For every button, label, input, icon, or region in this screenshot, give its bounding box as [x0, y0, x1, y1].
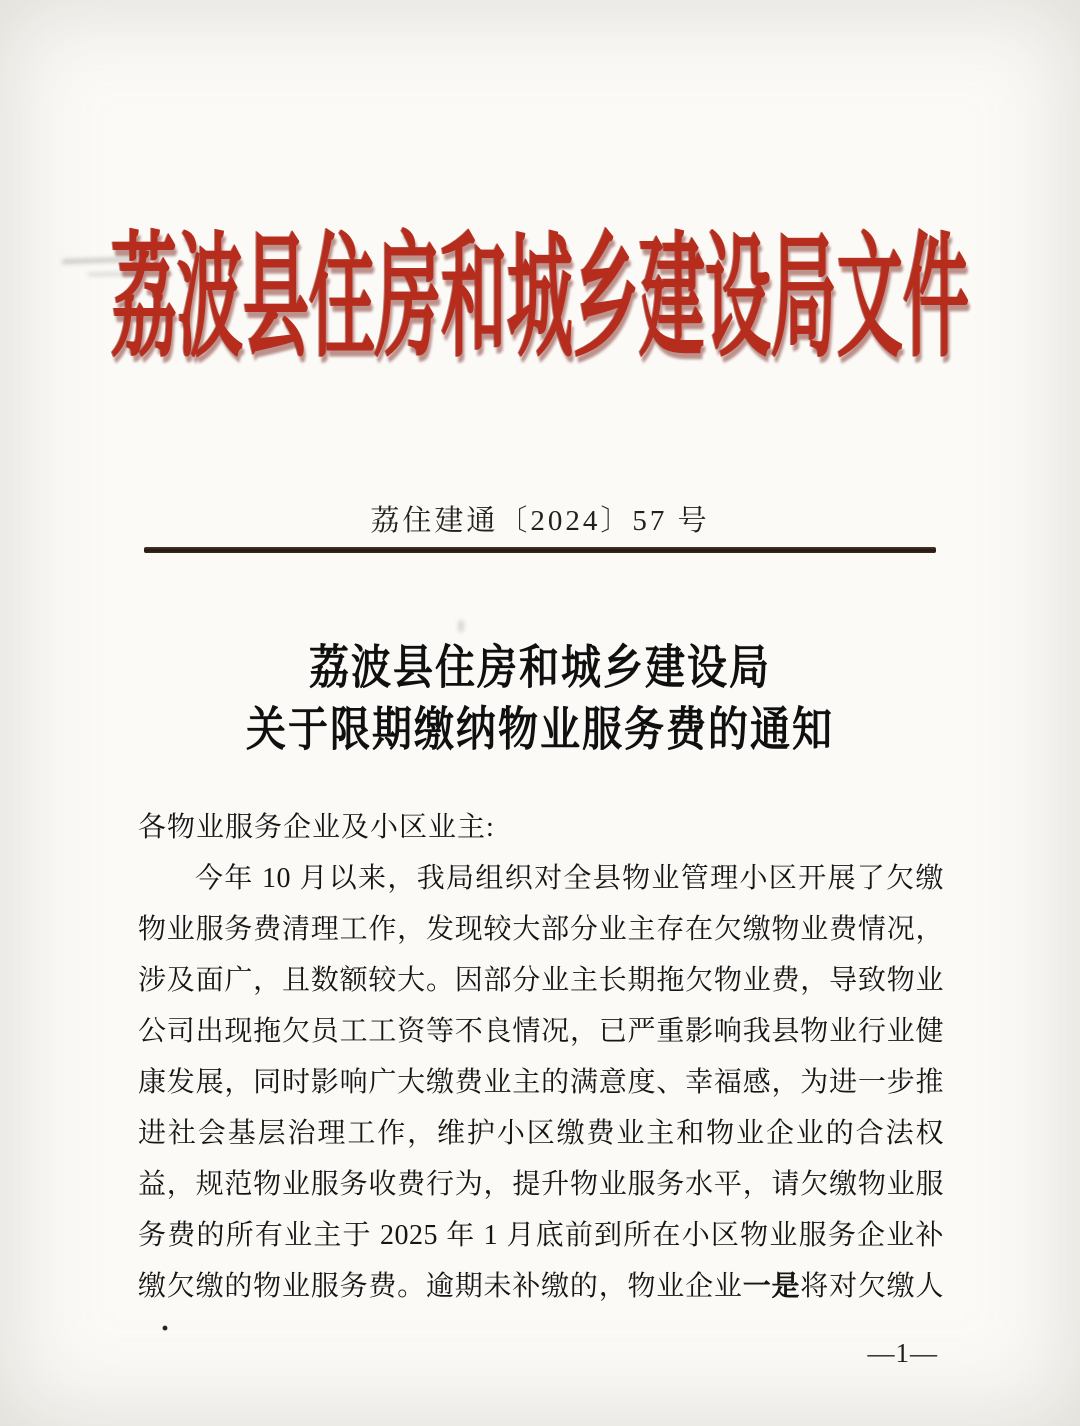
agency-banner-text: 荔波县住房和城乡建设局文件: [111, 224, 969, 375]
document-title: [0, 637, 1080, 761]
doc-number: 荔住建通〔2024〕57 号: [370, 505, 710, 537]
body-line: 务费的所有业主于 2025 年 1 月底前到所在小区物业服务企业补: [138, 1220, 944, 1251]
body-line: 康发展，同时影响广大缴费业主的满意度、幸福感，为进一步推: [138, 1067, 944, 1098]
separator-rule: [144, 547, 936, 553]
body-line: 进社会基层治理工作，维护小区缴费业主和物业企业的合法权: [138, 1118, 944, 1149]
body-text: 缴欠缴的物业服务费。逾期未补缴的，物业企业: [138, 1271, 743, 1302]
page-number: —1—: [867, 1338, 938, 1368]
body-line: 物业服务费清理工作，发现较大部分业主存在欠缴物业费情况，: [138, 914, 944, 945]
body-line: 涉及面广，且数额较大。因部分业主长期拖欠物业费，导致物业: [138, 965, 944, 996]
scan-smudge: [458, 620, 464, 632]
document-body: [138, 802, 944, 1345]
body-line: 今年 10 月以来，我局组织对全县物业管理小区开展了欠缴: [195, 863, 944, 894]
body-line: 益，规范物业服务收费行为，提升物业服务水平，请欠缴物业服: [138, 1169, 944, 1200]
salutation: 各物业服务企业及小区业主:: [138, 812, 495, 843]
document-title-line2: 关于限期缴纳物业服务费的通知: [246, 702, 834, 756]
body-line: [138, 1261, 944, 1312]
document-title-line1: 荔波县住房和城乡建设局: [309, 640, 771, 694]
stray-dot: ·: [160, 1312, 171, 1345]
body-text: 将对欠缴人: [800, 1271, 944, 1302]
emphasis-text: 一是: [742, 1271, 801, 1302]
body-line: 公司出现拖欠员工工资等不良情况，已严重影响我县物业行业健: [138, 1016, 944, 1047]
agency-banner: [0, 0, 1080, 375]
